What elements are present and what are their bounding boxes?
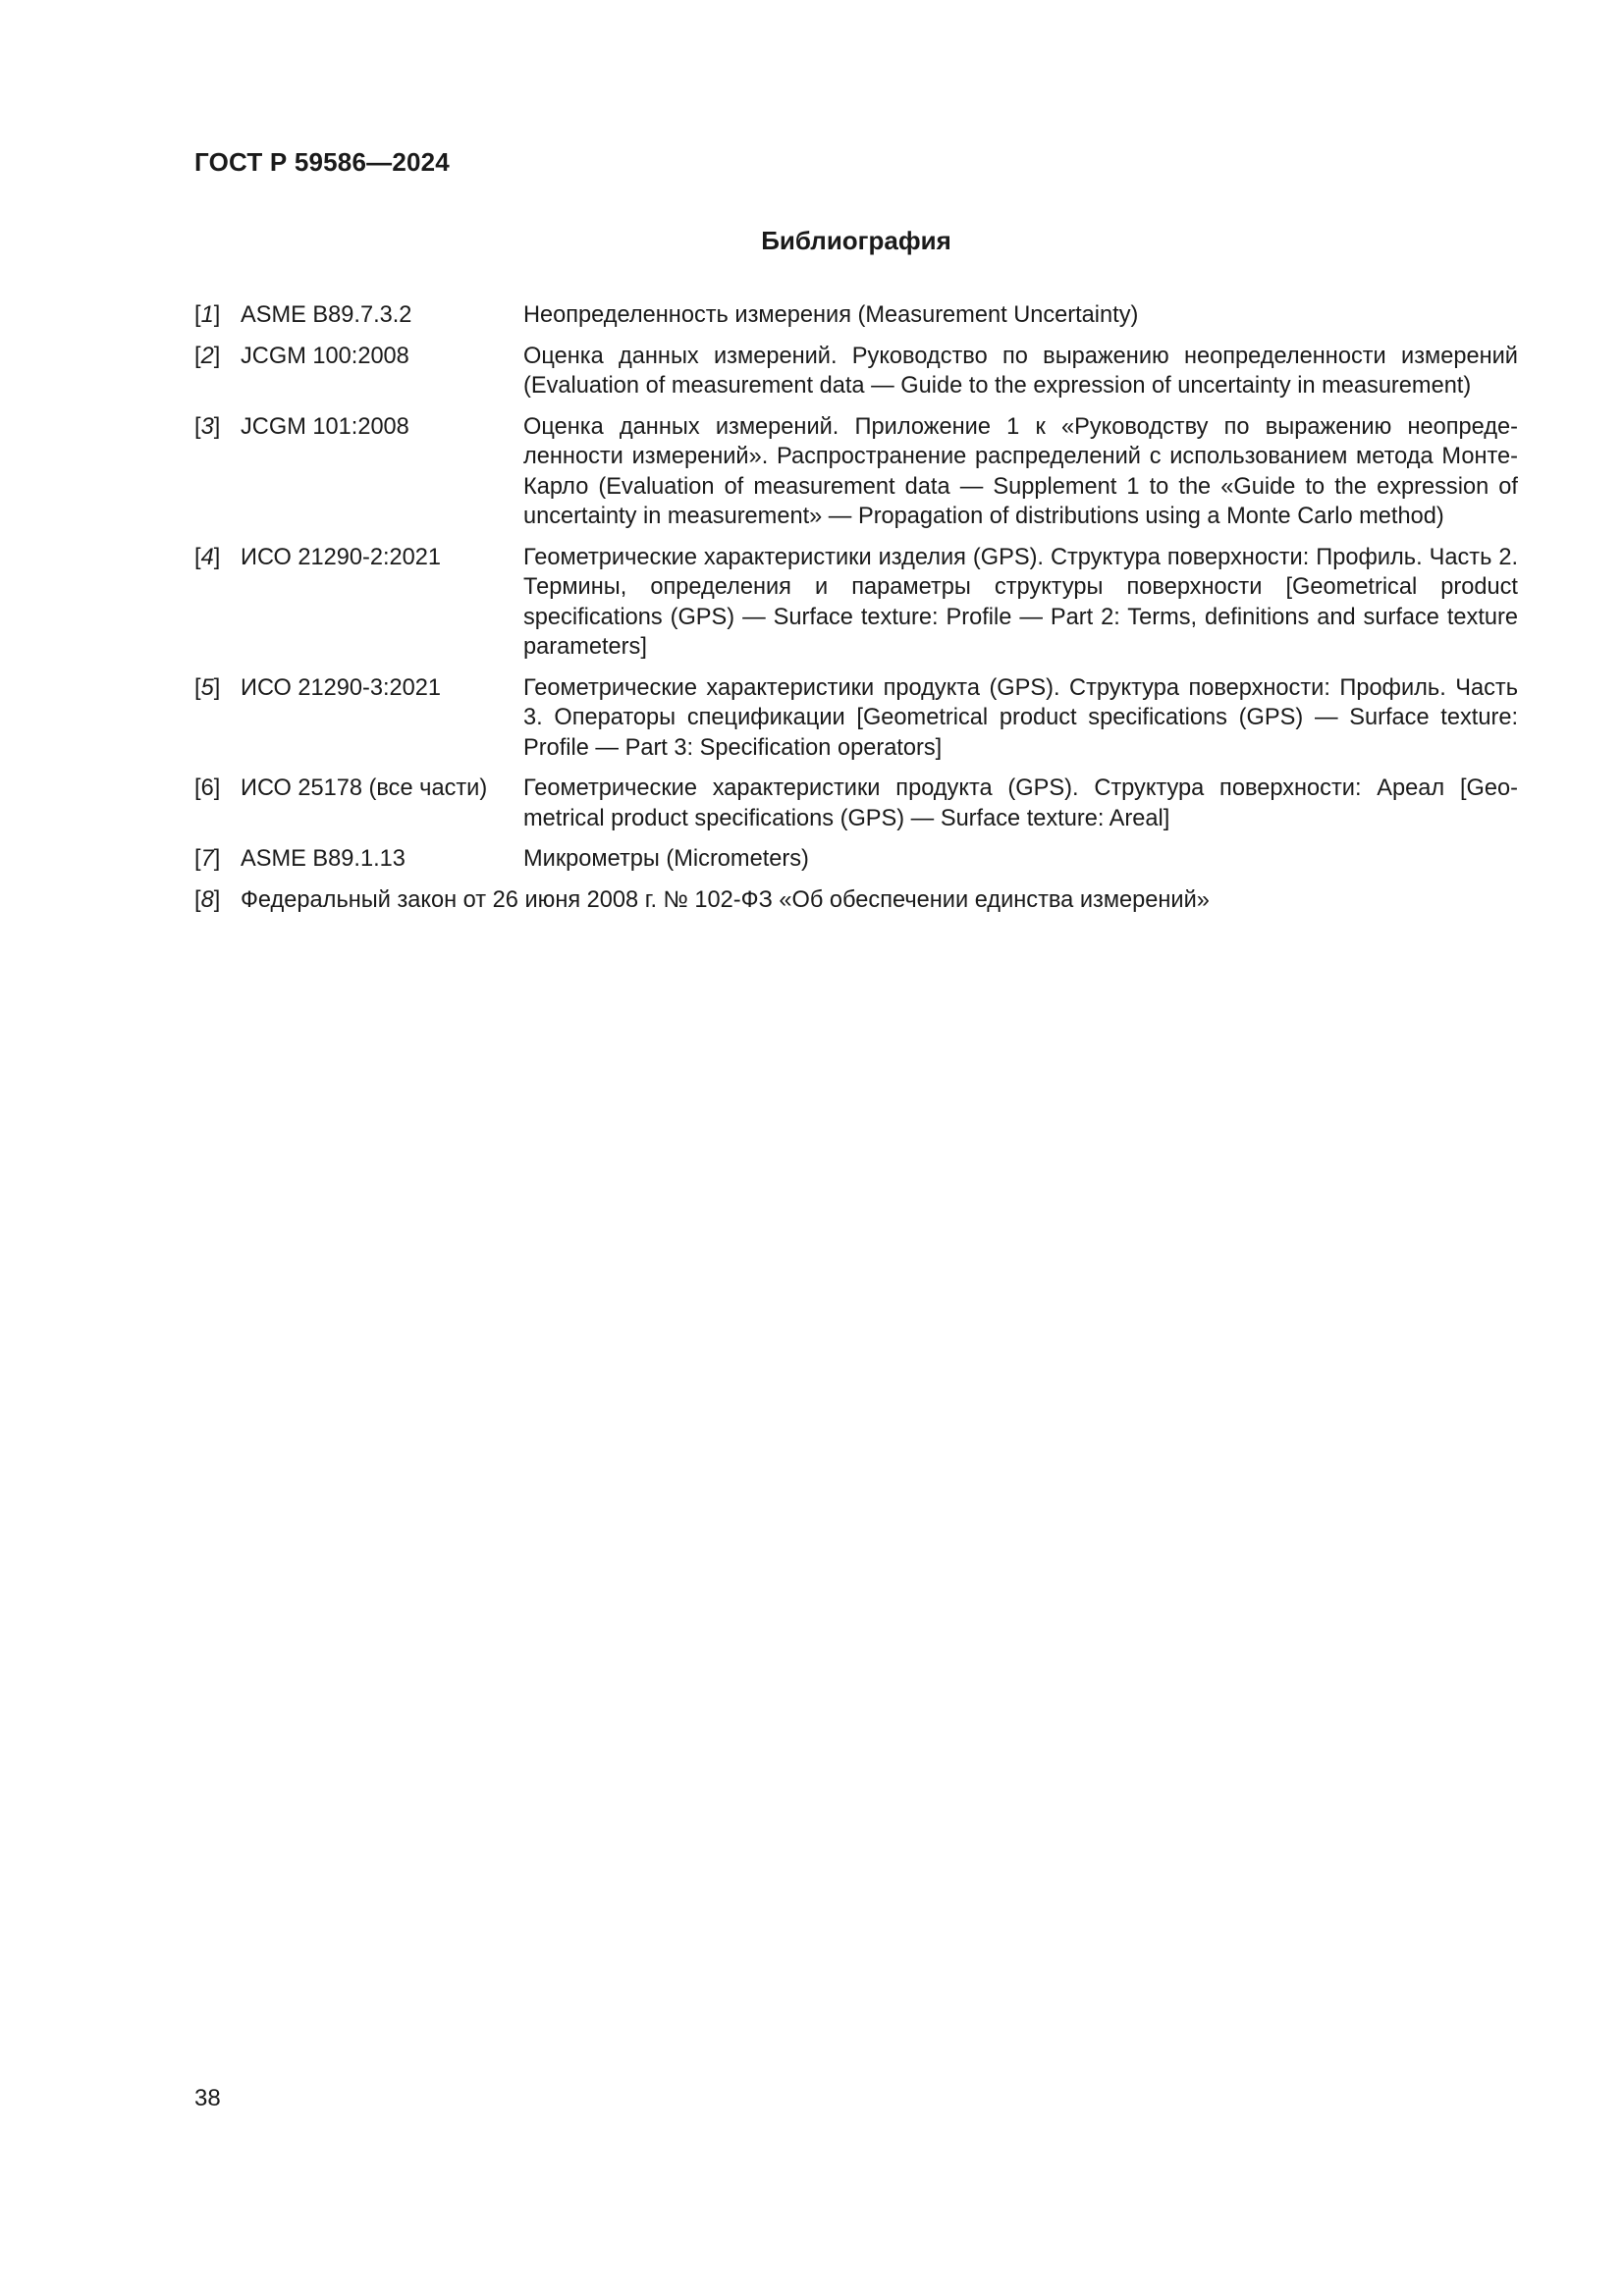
- entry-title: Микрометры (Micrometers): [523, 846, 809, 872]
- entry-document-code: JCGM 100:2008: [241, 343, 409, 369]
- page-number: 38: [194, 2085, 221, 2111]
- entry-document-code: ASME B89.1.13: [241, 846, 406, 872]
- entry-document-code: ИСО 21290-3:2021: [241, 674, 442, 701]
- bibliography-entry: [194, 774, 1518, 833]
- entry-number: [2]: [194, 343, 221, 369]
- bibliography-entry: [194, 300, 1518, 331]
- entry-document-code: ASME B89.7.3.2: [241, 302, 412, 328]
- bibliography-entry: [194, 885, 1518, 916]
- entry-number: [5]: [194, 674, 221, 701]
- entry-number: [6]: [194, 775, 221, 801]
- entry-title: Оценка данных измерений. Приложение 1 к «Руководству по выражению неопределенности измерений». Распространение распределений с использованием метода Монте-Карло (Evaluation of measurement data — Supplement 1 to the «Guide to the expression of uncertainty in measurement» — Propagation of distributions using a Monte Carlo method): [523, 413, 1518, 529]
- entry-document-code: ИСО 21290-2:2021: [241, 544, 442, 570]
- bibliography-entry: [194, 543, 1518, 663]
- entry-title: Геометрические характеристики продукта (GPS). Структура поверхности: Профиль. Часть 3. Операторы спецификации [Geometrical product specifications (GPS) — Surface texture: Profile — Part 3: Specification operators]: [523, 674, 1518, 761]
- entry-number: [4]: [194, 544, 221, 570]
- entry-title: Геометрические характеристики изделия (GPS). Структура поверхности: Профиль. Часть 2. Термины, определения и параметры структуры поверхности [Geometrical product specifications (GPS) — Surface texture: Profile — Part 2: Terms, definitions and surface texture parameters]: [523, 544, 1518, 660]
- bibliography-list: [194, 300, 1518, 926]
- bibliography-entry: [194, 844, 1518, 875]
- bibliography-entry: [194, 673, 1518, 764]
- entry-number: [7]: [194, 846, 221, 872]
- entry-document-code: JCGM 101:2008: [241, 413, 409, 440]
- entry-number: [3]: [194, 413, 221, 440]
- entry-title: Оценка данных измерений. Руководство по выражению неопределенности измерений (Evaluation of measurement data — Guide to the expression of uncertainty in measurement): [523, 343, 1518, 399]
- entry-number: [1]: [194, 302, 221, 328]
- entry-title: Неопределенность измерения (Measurement Uncertainty): [523, 302, 1139, 328]
- bibliography-entry: [194, 342, 1518, 401]
- entry-full-text: Федеральный закон от 26 июня 2008 г. № 102-ФЗ «Об обеспечении единства измерений»: [241, 886, 1210, 913]
- section-title: Библиография: [761, 226, 951, 255]
- entry-document-code: ИСО 25178 (все части): [241, 775, 488, 801]
- entry-title: Геометрические характеристики продукта (GPS). Структура поверхности: Ареал [Geometrical product specifications (GPS) — Surface texture: Areal]: [523, 775, 1518, 831]
- entry-number: [8]: [194, 886, 221, 913]
- bibliography-entry: [194, 412, 1518, 532]
- document-standard-code: ГОСТ Р 59586—2024: [194, 147, 450, 177]
